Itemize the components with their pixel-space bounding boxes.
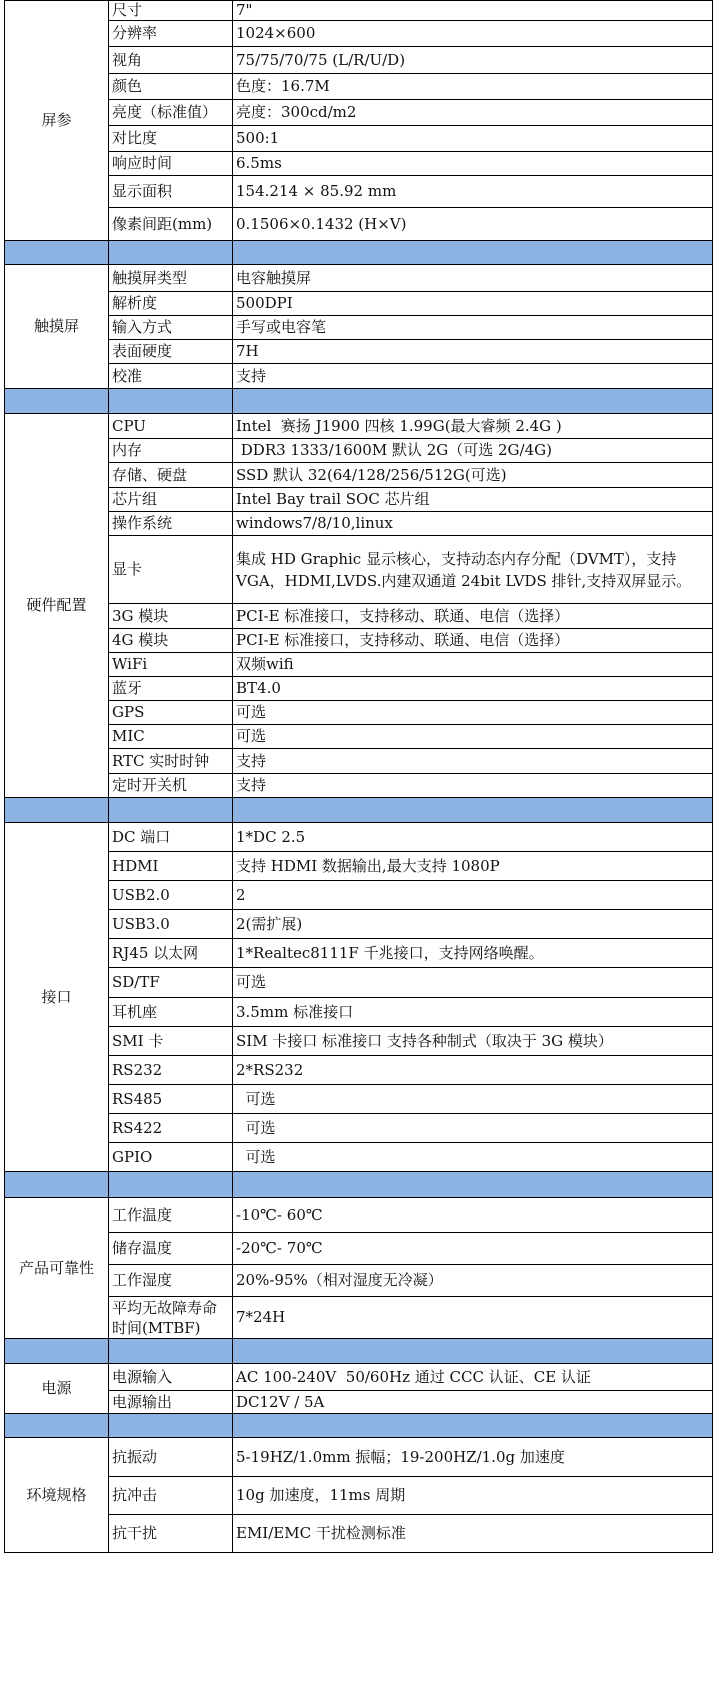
separator-cell: [5, 798, 109, 823]
section-separator: [5, 1339, 713, 1364]
spec-value: 10g 加速度，11ms 周期: [233, 1477, 713, 1515]
spec-row: [5, 536, 713, 604]
spec-row: [5, 364, 713, 389]
spec-row: [5, 1297, 713, 1339]
spec-label: USB3.0: [109, 910, 233, 939]
spec-label: USB2.0: [109, 881, 233, 910]
spec-label: 内存: [109, 439, 233, 463]
spec-value: 手写或电容笔: [233, 316, 713, 340]
spec-value: 可选: [233, 1143, 713, 1172]
spec-row: [5, 910, 713, 939]
spec-value: 双频wifi: [233, 653, 713, 677]
section-separator: [5, 1414, 713, 1438]
spec-label: RTC 实时时钟: [109, 749, 233, 774]
spec-value: 7": [233, 1, 713, 21]
spec-label: 像素间距(mm): [109, 208, 233, 241]
spec-label: CPU: [109, 414, 233, 439]
spec-row: [5, 439, 713, 463]
spec-value: DC12V / 5A: [233, 1391, 713, 1414]
spec-label: 电源输入: [109, 1364, 233, 1391]
section-title-screen: 屏参: [5, 1, 109, 241]
spec-row: [5, 1515, 713, 1553]
section-separator: [5, 798, 713, 823]
spec-row: [5, 74, 713, 100]
spec-label: 蓝牙: [109, 677, 233, 701]
spec-label: 校准: [109, 364, 233, 389]
spec-row: [5, 1, 713, 21]
spec-value: Intel 赛扬 J1900 四核 1.99G(最大睿频 2.4G ): [233, 414, 713, 439]
section-title-interface: 接口: [5, 823, 109, 1172]
spec-label: RJ45 以太网: [109, 939, 233, 968]
spec-row: [5, 21, 713, 47]
separator-cell: [233, 241, 713, 265]
spec-label: 存储、硬盘: [109, 463, 233, 488]
spec-row: [5, 749, 713, 774]
section-title-environment: 环境规格: [5, 1438, 109, 1553]
spec-value: 7H: [233, 340, 713, 364]
spec-value: SSD 默认 32(64/128/256/512G(可选): [233, 463, 713, 488]
spec-label: 抗振动: [109, 1438, 233, 1477]
spec-label: 亮度（标准值）: [109, 100, 233, 126]
separator-cell: [5, 1172, 109, 1198]
section-title-power: 电源: [5, 1364, 109, 1414]
spec-value: 色度：16.7M: [233, 74, 713, 100]
separator-cell: [109, 1339, 233, 1364]
section-title-touch: 触摸屏: [5, 265, 109, 389]
separator-cell: [109, 798, 233, 823]
spec-value: -20℃- 70℃: [233, 1233, 713, 1265]
spec-value: 可选: [233, 725, 713, 749]
spec-row: [5, 852, 713, 881]
spec-row: [5, 208, 713, 241]
spec-label: 解析度: [109, 292, 233, 316]
separator-cell: [233, 798, 713, 823]
spec-value: 亮度：300cd/m2: [233, 100, 713, 126]
section-title-reliability: 产品可靠性: [5, 1198, 109, 1339]
spec-label: 分辨率: [109, 21, 233, 47]
spec-label: 4G 模块: [109, 629, 233, 653]
spec-row: [5, 1233, 713, 1265]
spec-label: SMI 卡: [109, 1027, 233, 1056]
spec-value: 0.1506×0.1432 (H×V): [233, 208, 713, 241]
spec-label: 抗冲击: [109, 1477, 233, 1515]
spec-value: EMI/EMC 干扰检测标准: [233, 1515, 713, 1553]
spec-row: [5, 677, 713, 701]
spec-label: 电源输出: [109, 1391, 233, 1414]
spec-label: 显卡: [109, 536, 233, 604]
spec-row: [5, 488, 713, 512]
spec-label: 显示面积: [109, 176, 233, 208]
spec-row: [5, 968, 713, 998]
spec-label: RS422: [109, 1114, 233, 1143]
spec-label: 操作系统: [109, 512, 233, 536]
spec-row: [5, 292, 713, 316]
spec-value: PCI-E 标准接口，支持移动、联通、电信（选择）: [233, 629, 713, 653]
spec-row: [5, 47, 713, 74]
spec-label: 输入方式: [109, 316, 233, 340]
spec-row: [5, 939, 713, 968]
separator-cell: [233, 1414, 713, 1438]
spec-value: 可选: [233, 1114, 713, 1143]
spec-row: [5, 629, 713, 653]
spec-value: 500:1: [233, 126, 713, 152]
spec-table: [4, 0, 713, 1553]
spec-row: [5, 1143, 713, 1172]
spec-value: 1*Realtec8111F 千兆接口，支持网络唤醒。: [233, 939, 713, 968]
separator-cell: [109, 1172, 233, 1198]
spec-row: [5, 265, 713, 292]
spec-value: 可选: [233, 701, 713, 725]
spec-row: [5, 701, 713, 725]
spec-label: 尺寸: [109, 1, 233, 21]
spec-value: SIM 卡接口 标准接口 支持各种制式（取决于 3G 模块）: [233, 1027, 713, 1056]
spec-value: 可选: [233, 968, 713, 998]
separator-cell: [5, 389, 109, 414]
spec-label: 触摸屏类型: [109, 265, 233, 292]
separator-cell: [109, 389, 233, 414]
spec-label: 芯片组: [109, 488, 233, 512]
spec-label: GPIO: [109, 1143, 233, 1172]
spec-value: 2(需扩展): [233, 910, 713, 939]
section-separator: [5, 389, 713, 414]
spec-row: [5, 998, 713, 1027]
spec-row: [5, 100, 713, 126]
separator-cell: [109, 241, 233, 265]
spec-value: 支持: [233, 364, 713, 389]
spec-row: [5, 1265, 713, 1297]
spec-row: [5, 1085, 713, 1114]
spec-label: GPS: [109, 701, 233, 725]
spec-label: 视角: [109, 47, 233, 74]
spec-label: MIC: [109, 725, 233, 749]
spec-value: 6.5ms: [233, 152, 713, 176]
spec-label: 对比度: [109, 126, 233, 152]
spec-label: RS232: [109, 1056, 233, 1085]
spec-value: 可选: [233, 1085, 713, 1114]
spec-label: RS485: [109, 1085, 233, 1114]
spec-row: [5, 512, 713, 536]
spec-value: 电容触摸屏: [233, 265, 713, 292]
spec-value: 2*RS232: [233, 1056, 713, 1085]
spec-label: WiFi: [109, 653, 233, 677]
spec-row: [5, 316, 713, 340]
spec-row: [5, 774, 713, 798]
spec-row: [5, 1056, 713, 1085]
spec-value: BT4.0: [233, 677, 713, 701]
spec-label: 工作温度: [109, 1198, 233, 1233]
spec-row: [5, 823, 713, 852]
spec-value: 7*24H: [233, 1297, 713, 1339]
spec-row: [5, 1114, 713, 1143]
spec-label: 工作湿度: [109, 1265, 233, 1297]
separator-cell: [5, 1339, 109, 1364]
spec-value: 75/75/70/75 (L/R/U/D): [233, 47, 713, 74]
spec-label: 颜色: [109, 74, 233, 100]
spec-row: [5, 463, 713, 488]
spec-label: 平均无故障寿命时间(MTBF): [109, 1297, 233, 1339]
spec-label: 3G 模块: [109, 604, 233, 629]
spec-value: DDR3 1333/1600M 默认 2G（可选 2G/4G): [233, 439, 713, 463]
spec-row: [5, 725, 713, 749]
spec-value: 3.5mm 标准接口: [233, 998, 713, 1027]
spec-value: -10℃- 60℃: [233, 1198, 713, 1233]
spec-row: [5, 1391, 713, 1414]
spec-label: 储存温度: [109, 1233, 233, 1265]
spec-row: [5, 1438, 713, 1477]
spec-label: SD/TF: [109, 968, 233, 998]
spec-value: Intel Bay trail SOC 芯片组: [233, 488, 713, 512]
section-separator: [5, 1172, 713, 1198]
spec-value: 154.214 × 85.92 mm: [233, 176, 713, 208]
separator-cell: [233, 1172, 713, 1198]
spec-value: PCI-E 标准接口，支持移动、联通、电信（选择）: [233, 604, 713, 629]
spec-value: 20%-95%（相对湿度无冷凝）: [233, 1265, 713, 1297]
section-title-hardware: 硬件配置: [5, 414, 109, 798]
separator-cell: [109, 1414, 233, 1438]
spec-value: AC 100-240V 50/60Hz 通过 CCC 认证、CE 认证: [233, 1364, 713, 1391]
spec-label: 响应时间: [109, 152, 233, 176]
spec-row: [5, 1364, 713, 1391]
spec-row: [5, 1198, 713, 1233]
spec-row: [5, 1027, 713, 1056]
spec-value: 集成 HD Graphic 显示核心，支持动态内存分配（DVMT），支持 VGA，HDMI,LVDS.内建双通道 24bit LVDS 排针,支持双屏显示。: [233, 536, 713, 604]
separator-cell: [5, 241, 109, 265]
spec-value: 支持: [233, 774, 713, 798]
separator-cell: [233, 1339, 713, 1364]
spec-row: [5, 126, 713, 152]
spec-row: [5, 881, 713, 910]
spec-value: 500DPI: [233, 292, 713, 316]
spec-row: [5, 152, 713, 176]
spec-row: [5, 176, 713, 208]
spec-row: [5, 604, 713, 629]
spec-label: DC 端口: [109, 823, 233, 852]
spec-label: HDMI: [109, 852, 233, 881]
spec-value: 1024×600: [233, 21, 713, 47]
spec-label: 表面硬度: [109, 340, 233, 364]
spec-body: [5, 1, 713, 1553]
spec-row: [5, 1477, 713, 1515]
spec-label: 耳机座: [109, 998, 233, 1027]
spec-value: windows7/8/10,linux: [233, 512, 713, 536]
spec-value: 2: [233, 881, 713, 910]
spec-label: 抗干扰: [109, 1515, 233, 1553]
spec-row: [5, 653, 713, 677]
section-separator: [5, 241, 713, 265]
spec-label: 定时开关机: [109, 774, 233, 798]
spec-value: 支持 HDMI 数据输出,最大支持 1080P: [233, 852, 713, 881]
separator-cell: [5, 1414, 109, 1438]
spec-value: 支持: [233, 749, 713, 774]
spec-value: 1*DC 2.5: [233, 823, 713, 852]
separator-cell: [233, 389, 713, 414]
spec-row: [5, 340, 713, 364]
spec-row: [5, 414, 713, 439]
spec-value: 5-19HZ/1.0mm 振幅；19-200HZ/1.0g 加速度: [233, 1438, 713, 1477]
